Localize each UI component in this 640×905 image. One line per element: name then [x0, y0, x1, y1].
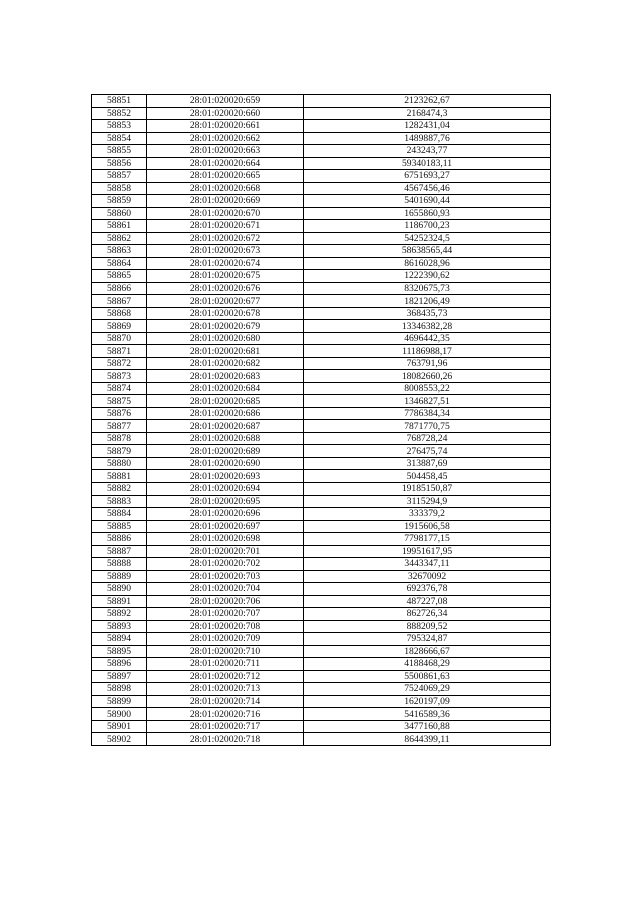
cadastral-value-cell: 7786384,34 — [304, 407, 551, 420]
table-row — [92, 295, 551, 308]
table-row — [92, 445, 551, 458]
row-number-cell: 58861 — [92, 220, 147, 233]
table-row — [92, 195, 551, 208]
table-row — [92, 620, 551, 633]
cadastral-number-cell: 28:01:020020:685 — [147, 395, 304, 408]
table-row — [92, 645, 551, 658]
cadastral-value-cell: 7524069,29 — [304, 683, 551, 696]
table-row — [92, 370, 551, 383]
table-row — [92, 270, 551, 283]
cadastral-value-cell: 487227,08 — [304, 595, 551, 608]
row-number-cell: 58887 — [92, 545, 147, 558]
cadastral-number-cell: 28:01:020020:669 — [147, 195, 304, 208]
row-number-cell: 58892 — [92, 608, 147, 621]
table-row — [92, 407, 551, 420]
cadastral-number-cell: 28:01:020020:687 — [147, 420, 304, 433]
table-row — [92, 457, 551, 470]
cadastral-value-cell: 4567456,46 — [304, 182, 551, 195]
cadastral-number-cell: 28:01:020020:690 — [147, 457, 304, 470]
row-number-cell: 58883 — [92, 495, 147, 508]
cadastral-number-cell: 28:01:020020:688 — [147, 432, 304, 445]
cadastral-number-cell: 28:01:020020:696 — [147, 508, 304, 521]
cadastral-value-cell: 795324,87 — [304, 633, 551, 646]
row-number-cell: 58873 — [92, 370, 147, 383]
cadastral-number-cell: 28:01:020020:697 — [147, 520, 304, 533]
cadastral-number-cell: 28:01:020020:673 — [147, 245, 304, 258]
table-row — [92, 432, 551, 445]
table-row — [92, 570, 551, 583]
cadastral-number-cell: 28:01:020020:706 — [147, 595, 304, 608]
cadastral-number-cell: 28:01:020020:683 — [147, 370, 304, 383]
row-number-cell: 58857 — [92, 170, 147, 183]
cadastral-value-cell: 3477160,88 — [304, 720, 551, 733]
row-number-cell: 58881 — [92, 470, 147, 483]
row-number-cell: 58879 — [92, 445, 147, 458]
table-row — [92, 470, 551, 483]
row-number-cell: 58901 — [92, 720, 147, 733]
row-number-cell: 58900 — [92, 708, 147, 721]
row-number-cell: 58891 — [92, 595, 147, 608]
cadastral-number-cell: 28:01:020020:663 — [147, 145, 304, 158]
cadastral-number-cell: 28:01:020020:680 — [147, 332, 304, 345]
cadastral-number-cell: 28:01:020020:676 — [147, 282, 304, 295]
row-number-cell: 58899 — [92, 695, 147, 708]
table-row — [92, 720, 551, 733]
cadastral-number-cell: 28:01:020020:661 — [147, 120, 304, 133]
table-row — [92, 245, 551, 258]
row-number-cell: 58856 — [92, 157, 147, 170]
cadastral-value-cell: 32670092 — [304, 570, 551, 583]
cadastral-value-cell: 1828666,67 — [304, 645, 551, 658]
cadastral-value-cell: 1620197,09 — [304, 695, 551, 708]
cadastral-value-cell: 5500861,63 — [304, 670, 551, 683]
table-row — [92, 508, 551, 521]
cadastral-value-cell: 313887,69 — [304, 457, 551, 470]
table-row — [92, 232, 551, 245]
cadastral-number-cell: 28:01:020020:686 — [147, 407, 304, 420]
table-row — [92, 132, 551, 145]
cadastral-number-cell: 28:01:020020:718 — [147, 733, 304, 746]
table-body — [92, 95, 551, 746]
row-number-cell: 58880 — [92, 457, 147, 470]
cadastral-number-cell: 28:01:020020:709 — [147, 633, 304, 646]
cadastral-value-cell: 4188468,29 — [304, 658, 551, 671]
cadastral-value-cell: 763791,96 — [304, 357, 551, 370]
cadastral-value-cell: 1186700,23 — [304, 220, 551, 233]
cadastral-number-cell: 28:01:020020:695 — [147, 495, 304, 508]
cadastral-value-cell: 1222390,62 — [304, 270, 551, 283]
cadastral-value-cell: 243243,77 — [304, 145, 551, 158]
table-row — [92, 583, 551, 596]
cadastral-value-cell: 333379,2 — [304, 508, 551, 521]
cadastral-value-cell: 8644399,11 — [304, 733, 551, 746]
table-row — [92, 708, 551, 721]
row-number-cell: 58860 — [92, 207, 147, 220]
table-row — [92, 332, 551, 345]
row-number-cell: 58854 — [92, 132, 147, 145]
cadastral-value-cell: 5401690,44 — [304, 195, 551, 208]
cadastral-number-cell: 28:01:020020:707 — [147, 608, 304, 621]
row-number-cell: 58885 — [92, 520, 147, 533]
cadastral-number-cell: 28:01:020020:716 — [147, 708, 304, 721]
table-row — [92, 633, 551, 646]
cadastral-value-cell: 3115294,9 — [304, 495, 551, 508]
row-number-cell: 58871 — [92, 345, 147, 358]
table-row — [92, 145, 551, 158]
row-number-cell: 58866 — [92, 282, 147, 295]
table-row — [92, 695, 551, 708]
row-number-cell: 58851 — [92, 95, 147, 108]
cadastral-number-cell: 28:01:020020:662 — [147, 132, 304, 145]
cadastral-value-cell: 504458,45 — [304, 470, 551, 483]
row-number-cell: 58889 — [92, 570, 147, 583]
cadastral-number-cell: 28:01:020020:660 — [147, 107, 304, 120]
cadastral-value-cell: 11186988,17 — [304, 345, 551, 358]
table-row — [92, 670, 551, 683]
cadastral-value-cell: 18082660,26 — [304, 370, 551, 383]
cadastral-value-cell: 6751693,27 — [304, 170, 551, 183]
cadastral-value-cell: 8008553,22 — [304, 382, 551, 395]
cadastral-number-cell: 28:01:020020:712 — [147, 670, 304, 683]
table-row — [92, 520, 551, 533]
table-row — [92, 95, 551, 108]
table-row — [92, 495, 551, 508]
table-row — [92, 257, 551, 270]
table-row — [92, 595, 551, 608]
cadastral-value-cell: 54252324,5 — [304, 232, 551, 245]
cadastral-value-cell: 1346827,51 — [304, 395, 551, 408]
table-row — [92, 170, 551, 183]
row-number-cell: 58877 — [92, 420, 147, 433]
cadastral-value-cell: 5416589,36 — [304, 708, 551, 721]
cadastral-value-cell: 4696442,35 — [304, 332, 551, 345]
cadastral-value-cell: 2123262,67 — [304, 95, 551, 108]
table-row — [92, 157, 551, 170]
table-row — [92, 558, 551, 571]
cadastral-value-table — [91, 94, 551, 746]
row-number-cell: 58864 — [92, 257, 147, 270]
cadastral-value-cell: 888209,52 — [304, 620, 551, 633]
row-number-cell: 58858 — [92, 182, 147, 195]
cadastral-number-cell: 28:01:020020:671 — [147, 220, 304, 233]
cadastral-value-cell: 1915606,58 — [304, 520, 551, 533]
table-row — [92, 120, 551, 133]
row-number-cell: 58890 — [92, 583, 147, 596]
table-row — [92, 482, 551, 495]
cadastral-value-cell: 19185150,87 — [304, 482, 551, 495]
cadastral-number-cell: 28:01:020020:684 — [147, 382, 304, 395]
cadastral-number-cell: 28:01:020020:681 — [147, 345, 304, 358]
cadastral-number-cell: 28:01:020020:682 — [147, 357, 304, 370]
cadastral-value-cell: 1821206,49 — [304, 295, 551, 308]
cadastral-value-cell: 862726,34 — [304, 608, 551, 621]
row-number-cell: 58897 — [92, 670, 147, 683]
table-row — [92, 357, 551, 370]
cadastral-value-cell: 7798177,15 — [304, 533, 551, 546]
table-row — [92, 320, 551, 333]
row-number-cell: 58876 — [92, 407, 147, 420]
cadastral-number-cell: 28:01:020020:659 — [147, 95, 304, 108]
row-number-cell: 58867 — [92, 295, 147, 308]
row-number-cell: 58894 — [92, 633, 147, 646]
table-row — [92, 207, 551, 220]
cadastral-number-cell: 28:01:020020:713 — [147, 683, 304, 696]
cadastral-number-cell: 28:01:020020:711 — [147, 658, 304, 671]
row-number-cell: 58882 — [92, 482, 147, 495]
cadastral-number-cell: 28:01:020020:670 — [147, 207, 304, 220]
row-number-cell: 58859 — [92, 195, 147, 208]
cadastral-value-cell: 368435,73 — [304, 307, 551, 320]
cadastral-number-cell: 28:01:020020:664 — [147, 157, 304, 170]
cadastral-number-cell: 28:01:020020:693 — [147, 470, 304, 483]
row-number-cell: 58898 — [92, 683, 147, 696]
row-number-cell: 58878 — [92, 432, 147, 445]
cadastral-number-cell: 28:01:020020:672 — [147, 232, 304, 245]
cadastral-value-cell: 13346382,28 — [304, 320, 551, 333]
cadastral-number-cell: 28:01:020020:708 — [147, 620, 304, 633]
cadastral-value-cell: 7871770,75 — [304, 420, 551, 433]
table-row — [92, 420, 551, 433]
cadastral-number-cell: 28:01:020020:710 — [147, 645, 304, 658]
cadastral-number-cell: 28:01:020020:674 — [147, 257, 304, 270]
cadastral-value-cell: 1655860,93 — [304, 207, 551, 220]
cadastral-number-cell: 28:01:020020:701 — [147, 545, 304, 558]
table-row — [92, 608, 551, 621]
table-row — [92, 307, 551, 320]
cadastral-number-cell: 28:01:020020:714 — [147, 695, 304, 708]
cadastral-value-cell: 1489887,76 — [304, 132, 551, 145]
cadastral-value-cell: 59340183,11 — [304, 157, 551, 170]
cadastral-number-cell: 28:01:020020:698 — [147, 533, 304, 546]
row-number-cell: 58868 — [92, 307, 147, 320]
row-number-cell: 58896 — [92, 658, 147, 671]
cadastral-value-cell: 1282431,04 — [304, 120, 551, 133]
cadastral-value-cell: 8320675,73 — [304, 282, 551, 295]
table-row — [92, 182, 551, 195]
cadastral-value-cell: 276475,74 — [304, 445, 551, 458]
cadastral-number-cell: 28:01:020020:668 — [147, 182, 304, 195]
row-number-cell: 58862 — [92, 232, 147, 245]
table-row — [92, 107, 551, 120]
cadastral-number-cell: 28:01:020020:665 — [147, 170, 304, 183]
cadastral-number-cell: 28:01:020020:702 — [147, 558, 304, 571]
cadastral-number-cell: 28:01:020020:675 — [147, 270, 304, 283]
row-number-cell: 58874 — [92, 382, 147, 395]
row-number-cell: 58886 — [92, 533, 147, 546]
table-row — [92, 545, 551, 558]
row-number-cell: 58872 — [92, 357, 147, 370]
table-row — [92, 282, 551, 295]
table-row — [92, 658, 551, 671]
row-number-cell: 58902 — [92, 733, 147, 746]
cadastral-number-cell: 28:01:020020:717 — [147, 720, 304, 733]
row-number-cell: 58888 — [92, 558, 147, 571]
row-number-cell: 58884 — [92, 508, 147, 521]
cadastral-number-cell: 28:01:020020:704 — [147, 583, 304, 596]
cadastral-number-cell: 28:01:020020:678 — [147, 307, 304, 320]
cadastral-number-cell: 28:01:020020:703 — [147, 570, 304, 583]
row-number-cell: 58852 — [92, 107, 147, 120]
cadastral-number-cell: 28:01:020020:689 — [147, 445, 304, 458]
cadastral-value-cell: 8616028,96 — [304, 257, 551, 270]
row-number-cell: 58853 — [92, 120, 147, 133]
cadastral-number-cell: 28:01:020020:679 — [147, 320, 304, 333]
table-row — [92, 683, 551, 696]
row-number-cell: 58855 — [92, 145, 147, 158]
row-number-cell: 58865 — [92, 270, 147, 283]
table-row — [92, 395, 551, 408]
row-number-cell: 58863 — [92, 245, 147, 258]
row-number-cell: 58870 — [92, 332, 147, 345]
table-row — [92, 382, 551, 395]
cadastral-number-cell: 28:01:020020:694 — [147, 482, 304, 495]
cadastral-number-cell: 28:01:020020:677 — [147, 295, 304, 308]
cadastral-value-cell: 19951617,95 — [304, 545, 551, 558]
table-row — [92, 533, 551, 546]
table-row — [92, 220, 551, 233]
row-number-cell: 58895 — [92, 645, 147, 658]
row-number-cell: 58893 — [92, 620, 147, 633]
table-row — [92, 733, 551, 746]
cadastral-value-cell: 692376,78 — [304, 583, 551, 596]
table-row — [92, 345, 551, 358]
cadastral-value-cell: 3443347,11 — [304, 558, 551, 571]
row-number-cell: 58875 — [92, 395, 147, 408]
row-number-cell: 58869 — [92, 320, 147, 333]
cadastral-value-cell: 2168474,3 — [304, 107, 551, 120]
cadastral-value-cell: 768728,24 — [304, 432, 551, 445]
cadastral-value-cell: 58638565,44 — [304, 245, 551, 258]
